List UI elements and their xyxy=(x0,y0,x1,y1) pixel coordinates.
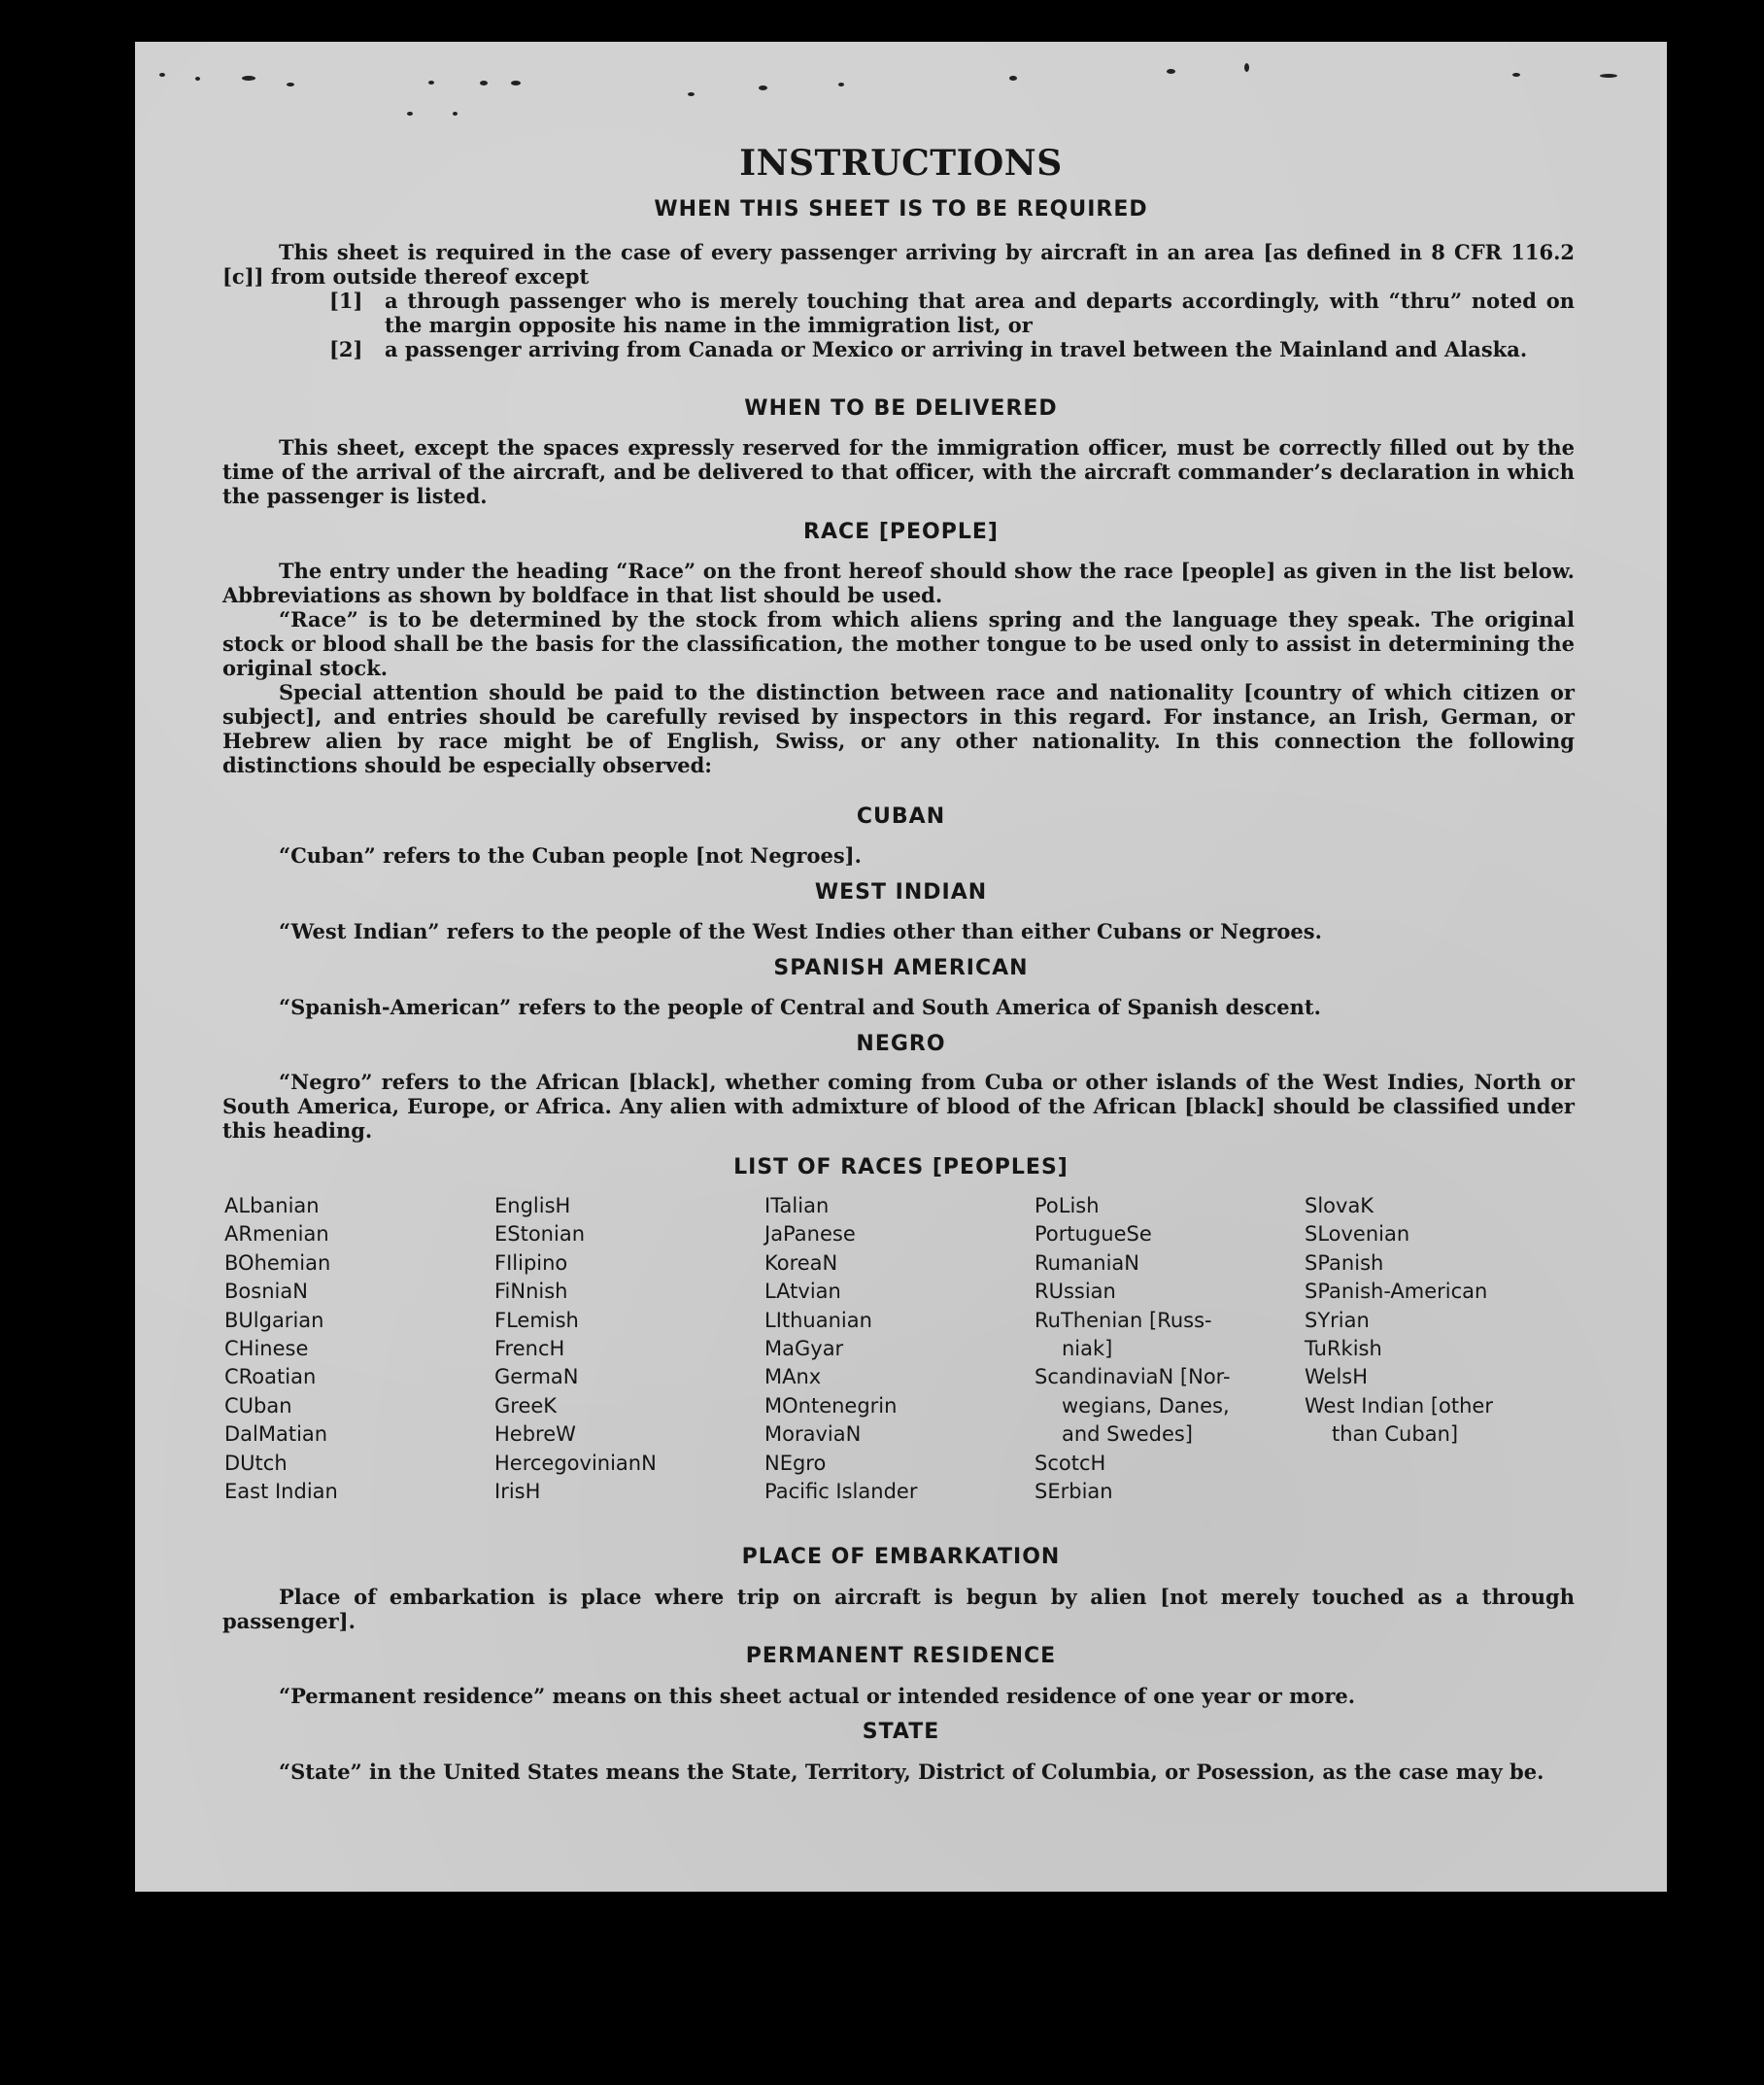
paragraph-place-of-embarkation: Place of embarkation is place where trip on aircraft is begun by alien [not merely touched as a through passenger]. xyxy=(222,1585,1575,1633)
race-entry: GreeK xyxy=(494,1393,558,1418)
heading-permanent-residence: PERMANENT RESIDENCE xyxy=(745,1644,1057,1668)
race-entry: FiNnish xyxy=(494,1280,568,1304)
race-entry: RUssian xyxy=(1035,1280,1116,1304)
paragraph-west-indian: “West Indian” refers to the people of the West Indies other than either Cubans or Negroes. xyxy=(279,919,1322,943)
item-text: a passenger arriving from Canada or Mexico or arriving in travel between the Mainland and Alaska. xyxy=(385,337,1528,361)
race-entry: SPanish xyxy=(1305,1250,1384,1275)
race-entry-continuation: than Cuban] xyxy=(1332,1422,1459,1447)
race-entry: PortugueSe xyxy=(1035,1222,1152,1247)
race-entry: CHinese xyxy=(224,1337,309,1361)
race-entry: PoLish xyxy=(1035,1194,1100,1217)
paragraph-race-definition: “Race” is to be determined by the stock from which aliens spring and the language they speak. The original stock or blood shall be the basis for the classification, the mother tongue to be used only to assist in determining the original stock. xyxy=(222,607,1575,680)
race-entry: MaGyar xyxy=(764,1337,844,1361)
race-entry: IrisH xyxy=(494,1480,541,1504)
race-entry: DUtch xyxy=(224,1451,288,1475)
paragraph-permanent-residence: “Permanent residence” means on this sheet actual or intended residence of one year or more. xyxy=(279,1684,1356,1708)
race-entry: JaPanese xyxy=(764,1222,856,1247)
scan-speck xyxy=(1244,63,1249,72)
race-entry: BOhemian xyxy=(224,1250,331,1275)
exception-item-2 xyxy=(329,337,1575,361)
race-entry: SLovenian xyxy=(1305,1222,1410,1247)
heading-west-indian: WEST INDIAN xyxy=(814,880,988,905)
race-entry-continuation: and Swedes] xyxy=(1062,1422,1193,1447)
scan-speck xyxy=(838,83,844,86)
heading-when-required: WHEN THIS SHEET IS TO BE REQUIRED xyxy=(654,197,1148,222)
scan-speck xyxy=(1600,74,1617,78)
race-entry: LAtvian xyxy=(764,1280,841,1304)
scan-speck xyxy=(759,85,767,90)
paragraph-required-intro: This sheet is required in the case of every passenger arriving by aircraft in an area [as defined in 8 CFR 116.2 [c]] from outside thereof except xyxy=(222,240,1575,289)
scan-speck xyxy=(688,92,695,96)
race-entry: MOntenegrin xyxy=(764,1393,898,1418)
race-column-3 xyxy=(764,1192,1027,1506)
race-entry: KoreaN xyxy=(764,1250,838,1275)
instruction-sheet xyxy=(135,42,1667,1892)
race-entry: BUlgarian xyxy=(224,1308,324,1332)
paragraph-cuban: “Cuban” refers to the Cuban people [not Negroes]. xyxy=(279,843,862,868)
scan-speck xyxy=(1512,73,1520,77)
race-entry: MoraviaN xyxy=(764,1422,862,1447)
race-entry: West Indian [other xyxy=(1305,1393,1493,1418)
scan-speck xyxy=(428,81,434,85)
race-entry: BosniaN xyxy=(224,1280,308,1304)
heading-state: STATE xyxy=(862,1720,940,1744)
scan-speck xyxy=(1167,69,1175,74)
scan-speck xyxy=(453,112,458,116)
paragraph-delivery: This sheet, except the spaces expressly reserved for the immigration officer, must be correctly filled out by the time of the arrival of the aircraft, and be delivered to that officer, with the aircraft commander’s declaration in which the passenger is listed. xyxy=(222,435,1575,508)
item-number: [1] xyxy=(329,289,363,313)
scan-speck xyxy=(159,73,165,77)
heading-cuban: CUBAN xyxy=(856,804,946,829)
scan-speck xyxy=(242,76,255,81)
race-entry: WelsH xyxy=(1305,1365,1369,1389)
race-entry-continuation: wegians, Danes, xyxy=(1062,1393,1230,1418)
race-entry: CRoatian xyxy=(224,1365,317,1389)
race-entry-continuation: niak] xyxy=(1062,1337,1113,1361)
race-entry: NEgro xyxy=(764,1451,827,1475)
race-entry: FIlipino xyxy=(494,1250,568,1275)
race-entry: CUban xyxy=(224,1393,292,1418)
race-entry: ScotcH xyxy=(1035,1451,1106,1475)
race-column-1 xyxy=(224,1192,487,1506)
race-entry: EnglisH xyxy=(494,1194,571,1217)
race-entry: RumaniaN xyxy=(1035,1250,1140,1275)
paragraph-race-nationality: Special attention should be paid to the distinction between race and nationality [country of which citizen or subject], and entries should be carefully revised by inspectors in this regard. For instance, an Irish, German, or Hebrew alien by race might be of English, Swiss, or any other nationality. In this connection the following distinctions should be especially observed: xyxy=(222,680,1575,777)
race-entry: SErbian xyxy=(1035,1480,1113,1504)
race-entry: ITalian xyxy=(764,1194,830,1217)
scan-speck xyxy=(480,81,488,85)
race-entry: Pacific Islander xyxy=(764,1480,918,1504)
paragraph-negro: “Negro” refers to the African [black], whether coming from Cuba or other islands of the West Indies, North or South America, Europe, or Africa. Any alien with admixture of blood of the African [black] should be classified under this heading. xyxy=(222,1070,1575,1143)
item-number: [2] xyxy=(329,337,363,361)
scan-speck xyxy=(407,112,413,116)
race-entry: GermaN xyxy=(494,1365,579,1389)
heading-negro: NEGRO xyxy=(856,1032,946,1056)
race-entry: HebreW xyxy=(494,1422,576,1447)
paragraph-state: “State” in the United States means the State, Territory, District of Columbia, or Posession, as the case may be. xyxy=(279,1760,1544,1784)
paragraph-race-entry: The entry under the heading “Race” on the front hereof should show the race [people] as given in the list below. Abbreviations as shown by boldface in that list should be used. xyxy=(222,559,1575,607)
race-entry: SYrian xyxy=(1305,1308,1370,1332)
race-entry: SPanish-American xyxy=(1305,1280,1488,1304)
heading-race: RACE [PEOPLE] xyxy=(803,520,999,544)
race-entry: SlovaK xyxy=(1305,1194,1374,1217)
race-entry: HercegovinianN xyxy=(494,1451,657,1475)
scan-speck xyxy=(511,81,521,85)
paragraph-spanish-american: “Spanish-American” refers to the people of Central and South America of Spanish descent. xyxy=(279,995,1321,1019)
scan-speck xyxy=(195,77,200,81)
race-entry: ARmenian xyxy=(224,1222,329,1247)
race-entry: RuThenian [Russ- xyxy=(1035,1308,1212,1332)
race-entry: EStonian xyxy=(494,1222,586,1247)
heading-list-of-races: LIST OF RACES [PEOPLES] xyxy=(733,1155,1069,1179)
item-text: a through passenger who is merely touching that area and departs accordingly, with “thru” noted on the margin opposite his name in the immigration list, or xyxy=(385,289,1575,337)
heading-spanish-american: SPANISH AMERICAN xyxy=(773,956,1029,980)
race-entry: DalMatian xyxy=(224,1422,328,1447)
race-entry: FrencH xyxy=(494,1337,565,1361)
scan-speck xyxy=(1009,76,1017,81)
scan-speck xyxy=(287,83,294,86)
race-entry: East Indian xyxy=(224,1480,338,1504)
race-entry: MAnx xyxy=(764,1365,822,1389)
race-entry: ScandinaviaN [Nor- xyxy=(1035,1365,1231,1389)
race-list xyxy=(224,1192,1584,1504)
race-column-5 xyxy=(1305,1192,1567,1450)
heading-when-delivered: WHEN TO BE DELIVERED xyxy=(744,396,1058,421)
heading-place-of-embarkation: PLACE OF EMBARKATION xyxy=(741,1545,1061,1569)
exception-item-1 xyxy=(329,289,1575,337)
race-entry: LIthuanian xyxy=(764,1308,872,1332)
race-entry: FLemish xyxy=(494,1308,579,1332)
race-entry: ALbanian xyxy=(224,1194,320,1217)
race-column-4 xyxy=(1035,1192,1297,1506)
race-entry: TuRkish xyxy=(1305,1337,1382,1361)
page-title: INSTRUCTIONS xyxy=(739,143,1063,184)
race-column-2 xyxy=(494,1192,757,1506)
